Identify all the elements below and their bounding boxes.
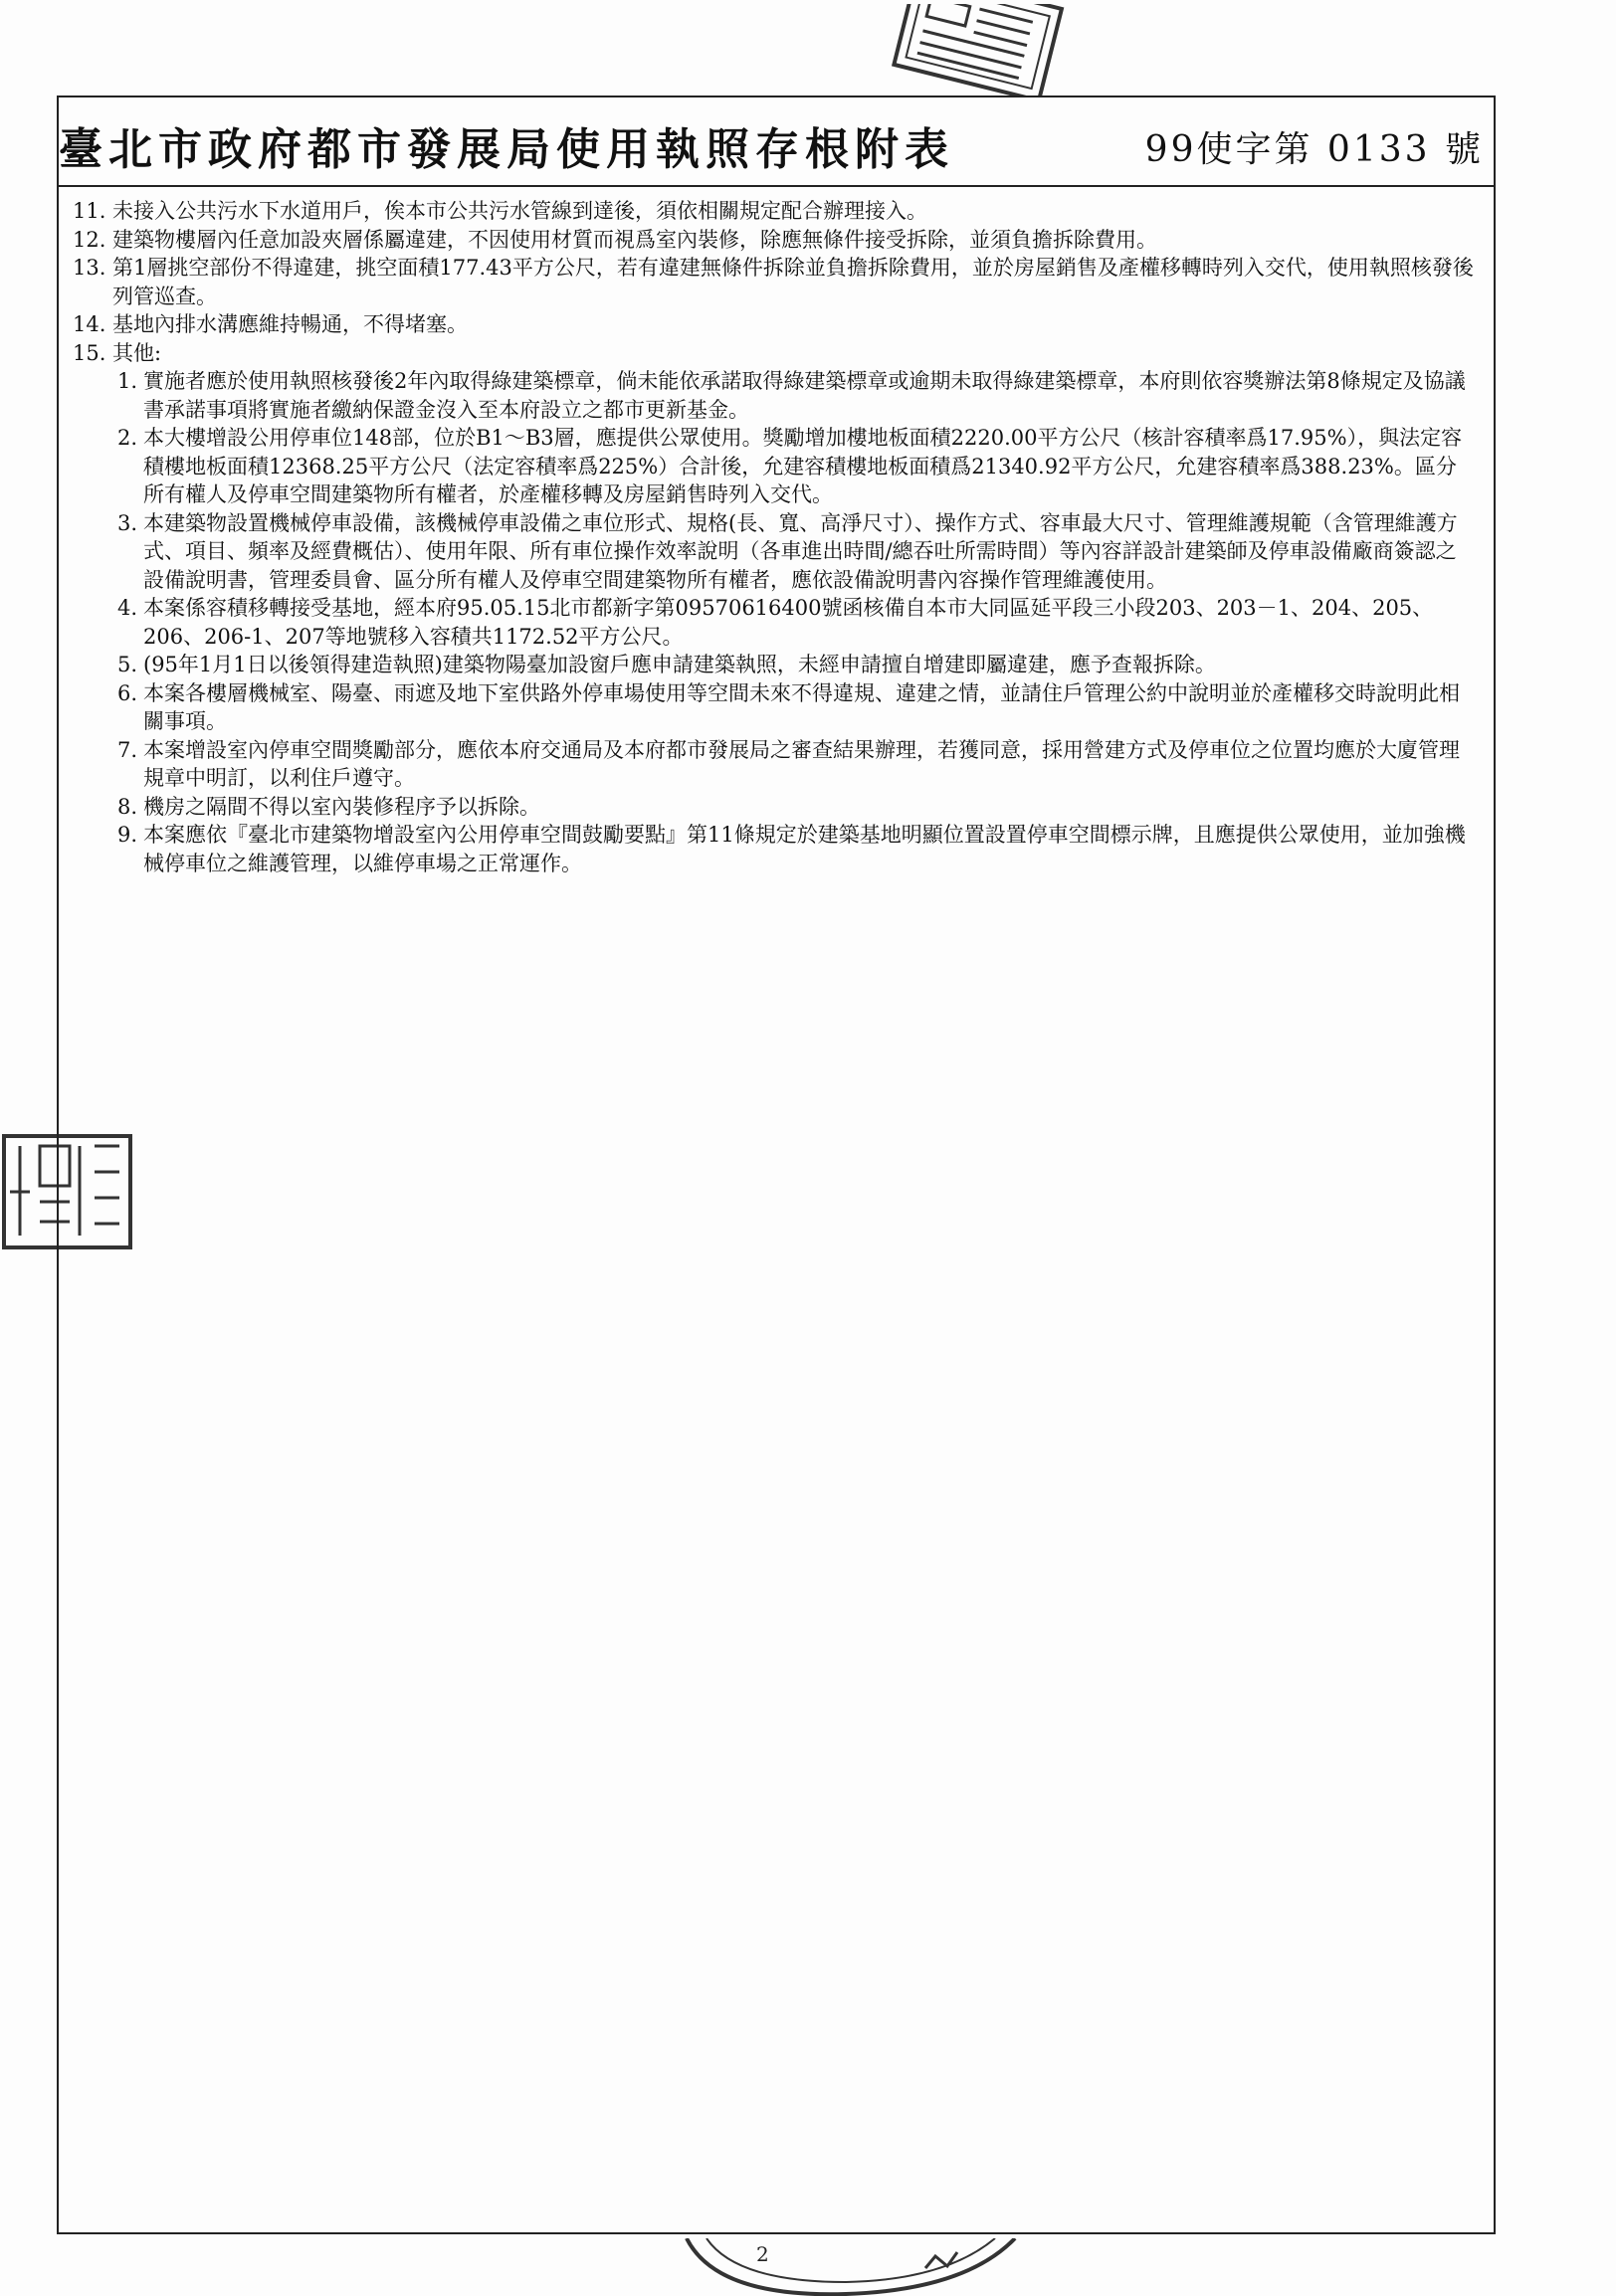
sub-list-item [117,736,1476,793]
item-number: 15. [73,340,106,365]
sub-item-number: 9. [117,823,138,847]
sub-item-text: 本案各樓層機械室、陽臺、雨遮及地下室供路外停車場使用等空間未來不得違規、違建之情，並請住戶管理公約中說明並於產權移交時說明此相關事項。 [143,680,1460,733]
item-number: 14. [73,312,106,336]
sub-list-item [117,793,1476,822]
sub-item-text: 本大樓增設公用停車位148部，位於B1～B3層，應提供公眾使用。獎勵增加樓地板面積2220.00平方公尺（核計容積率爲17.95%），與法定容積樓地板面積12368.25平方公尺（法定容積率爲225%）合計後，允建容積樓地板面積爲21340.92平方公尺，允建容積率爲388.23%。區分所有權人及停車空間建築物所有權者，於產權移轉及房屋銷售時列入交代。 [143,426,1463,506]
sub-item-number: 6. [117,680,138,705]
sub-item-text: 本案係容積移轉接受基地，經本府95.05.15北市都新字第09570616400號函核備自本市大同區延平段三小段203、203－1、204、205、206、206-1、207等地號移入容積共1172.52平方公尺。 [143,596,1434,649]
list-item [73,310,1476,339]
sub-item-number: 3. [117,510,138,535]
sub-item-number: 7. [117,737,138,762]
sub-item-text: 本建築物設置機械停車設備，該機械停車設備之車位形式、規格(長、寬、高淨尺寸）、操作方式、容車最大尺寸、管理維護規範（含管理維護方式、項目、頻率及經費概估）、使用年限、所有車位操作效率說明（各車進出時間/總吞吐所需時間）等內容詳設計建築師及停車設備廠商簽認之設備說明書，管理委員會、區分所有權人及停車空間建築物所有權者，應依設備說明書內容操作管理維護使用。 [143,510,1458,592]
permit-number: 99使字第 0133 號 [1144,129,1484,170]
sub-item-text: 機房之隔間不得以室內裝修程序予以拆除。 [143,794,540,819]
sub-list-item [117,679,1476,736]
item-text: 基地內排水溝應維持暢通，不得堵塞。 [112,312,468,336]
title-bar [59,97,1494,187]
official-seal-stamp-bottom [677,2238,1035,2296]
document-frame [57,96,1496,2234]
sub-list-item [117,594,1476,651]
sub-item-number: 5. [117,653,138,676]
other-conditions-sublist [73,367,1476,877]
sub-item-number: 4. [117,596,138,620]
sub-item-text: 本案應依『臺北市建築物增設室內公用停車空間鼓勵要點』第11條規定於建築基地明顯位置設置停車空間標示牌，且應提供公眾使用，並加強機械停車位之維護管理，以維停車場之正常運作。 [143,823,1466,875]
conditions-list [73,197,1476,877]
item-number: 11. [73,199,106,223]
item-number: 12. [73,227,106,252]
list-item [73,197,1476,226]
sub-item-text: 本案增設室內停車空間獎勵部分，應依本府交通局及本府都市發展局之審查結果辦理，若獲同意，採用營建方式及停車位之位置均應於大廈管理規章中明訂，以利住戶遵守。 [143,737,1460,790]
list-item [73,226,1476,255]
sub-item-number: 2. [117,426,138,450]
item-text: 其他: [112,340,162,365]
list-item [73,254,1476,310]
item-number: 13. [73,256,106,280]
item-text: 未接入公共污水下水道用戶，俟本市公共污水管線到達後，須依相關規定配合辦理接入。 [112,199,927,223]
sub-list-item [117,821,1476,877]
sub-item-text: (95年1月1日以後領得建造執照)建築物陽臺加設窗戶應申請建築執照，未經申請擅自增建即屬違建，應予查報拆除。 [143,653,1216,676]
sub-item-number: 8. [117,794,138,819]
document-title: 臺北市政府都市發展局使用執照存根附表 [59,124,954,175]
item-text: 建築物樓層內任意加設夾層係屬違建，不因使用材質而視爲室內裝修，除應無條件接受拆除，並須負擔拆除費用。 [112,227,1157,252]
item-text: 第1層挑空部份不得違建，挑空面積177.43平方公尺，若有違建無條件拆除並負擔拆除費用，並於房屋銷售及產權移轉時列入交代，使用執照核發後列管巡查。 [112,256,1474,308]
page-number: 2 [756,2242,769,2266]
official-seal-stamp-top [891,4,1100,96]
sub-item-text: 實施者應於使用執照核發後2年內取得綠建築標章，倘未能依承諾取得綠建築標章或逾期未取得綠建築標章，本府則依容獎辦法第8條規定及協議書承諾事項將實施者繳納保證金沒入至本府設立之都市更新基金。 [143,369,1466,422]
sub-list-item [117,509,1476,595]
sub-list-item [117,651,1476,679]
list-item [73,339,1476,368]
sub-list-item [117,424,1476,509]
sub-list-item [117,367,1476,424]
sub-item-number: 1. [117,369,138,393]
